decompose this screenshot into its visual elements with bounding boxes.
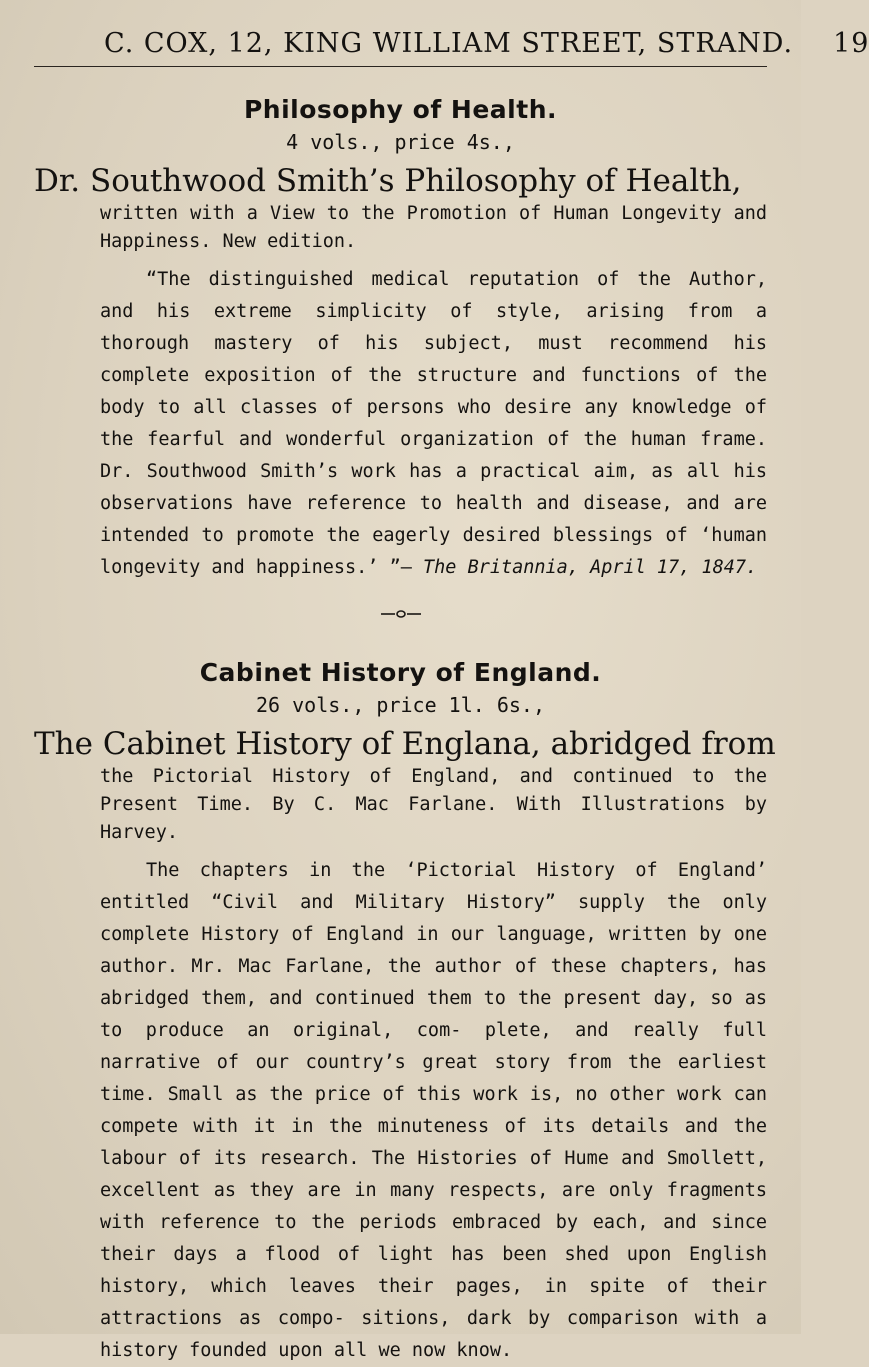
entry-head-philosophy: Dr. Southwood Smith’s Philosophy of Health, xyxy=(34,163,742,199)
section-title-philosophy: Philosophy of Health. xyxy=(243,95,557,124)
section-price-philosophy: 4 vols., price 4s., xyxy=(286,130,515,154)
entry-sub-cabinet: the Pictorial History of England, and continued to the Present Time. By C. Mac Farlane. With Illustrations by Harvey. xyxy=(100,766,767,843)
running-head-text: C. COX, 12, KING WILLIAM STREET, STRAND. xyxy=(104,28,794,59)
review-quote-text: “The distinguished medical reputation of the Author, and his extreme simplicity of style, arising from a thorough mastery of his subject, must recommend his complete exposition of the structure and functions of the body to all classes of persons who desire any knowledge of the fearful and wonderful organization of the human frame. Dr. Southwood Smith’s work has a practical aim, as all his observations have reference to health and disease, and are intended to promote the eagerly desired blessings of ‘human longevity and happiness.’ ”— xyxy=(100,269,767,578)
review-source: The Britannia, April 17, 1847. xyxy=(423,557,758,578)
head-rule xyxy=(34,66,767,67)
page-number: 19 xyxy=(833,28,869,59)
running-head xyxy=(104,28,869,60)
ornament-divider xyxy=(34,606,767,622)
section-price-cabinet: 26 vols., price 1l. 6s., xyxy=(256,693,545,717)
description-body: The chapters in the ‘Pictorial History of England’ entitled “Civil and Military History” supply the only complete History of England in our language, written by one author. Mr. Mac Farlane, the author of these chapters, has abridged them, and continued them to the present day, so as to produce an original, com- plete, and really full narrative of our country’s great story from the earliest time. Small as the price of this work is, no other work can compete with it in the minuteness of its details and the labour of its research. The Histories of Hume and Smollett, excellent as they are in many respects, are only fragments with reference to the periods embraced by each, and since their days a flood of light has been shed upon English history, which leaves their pages, in spite of their attractions as compo- sitions, dark by comparison with a history founded upon all we now know. xyxy=(100,860,767,1361)
section-title-cabinet: Cabinet History of England. xyxy=(199,658,602,687)
review-quote xyxy=(100,264,767,584)
entry-head-cabinet: The Cabinet History of Englana, abridged from xyxy=(34,726,776,762)
ornament-divider-icon xyxy=(379,610,423,618)
description-text xyxy=(100,855,767,1367)
entry-sub-philosophy: written with a View to the Promotion of Human Longevity and Happiness. New edition. xyxy=(100,203,767,252)
